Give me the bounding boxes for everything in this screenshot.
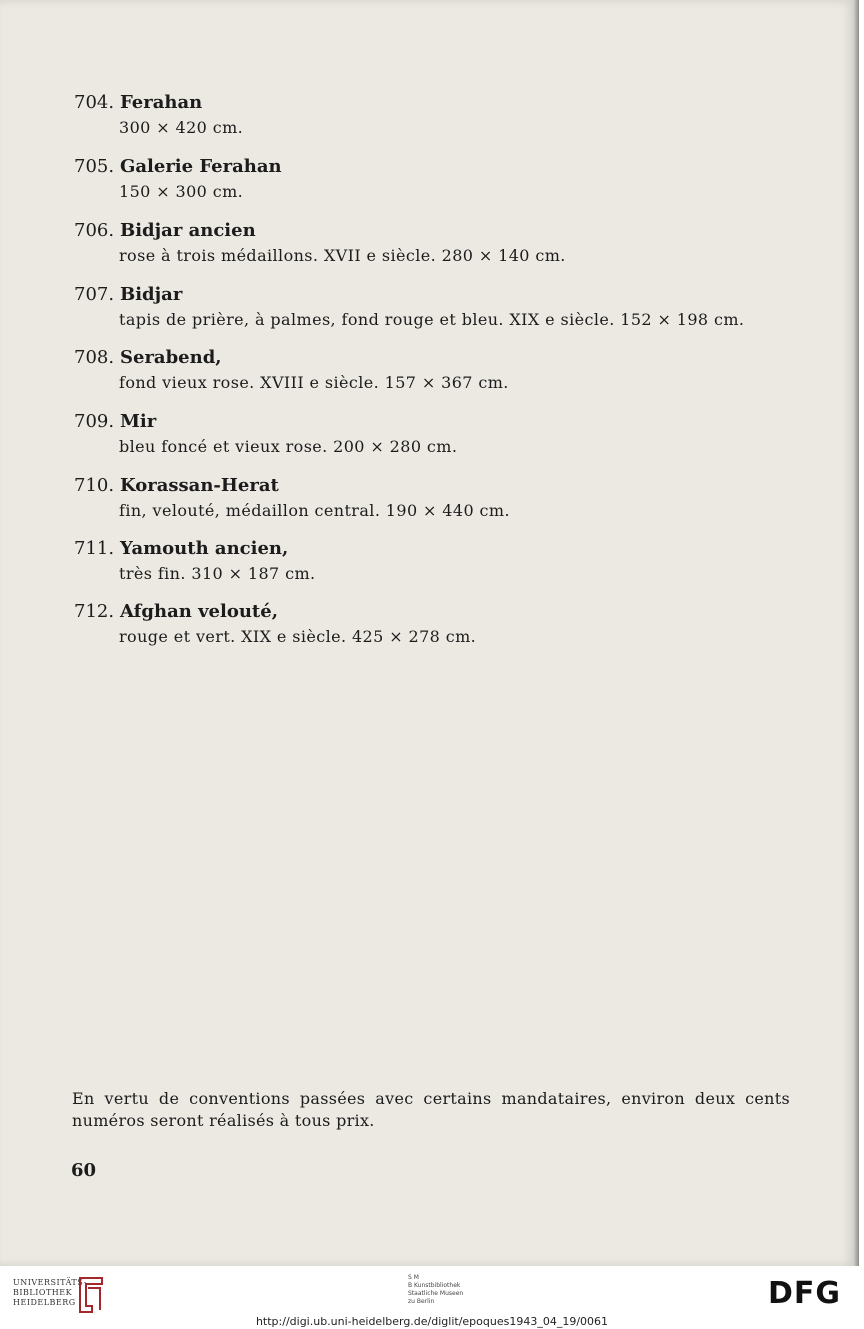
entry-title: Korassan-Herat [120,475,279,496]
entry-number: 710. [74,475,115,496]
entry-title: Yamouth ancien, [120,538,289,559]
smb-line: zu Berlin [408,1298,435,1305]
catalog-entry [0,156,856,216]
catalog-entry [0,601,856,661]
digitization-footer [0,1266,864,1329]
library-name-line: BIBLIOTHEK [13,1288,73,1297]
catalog-entry [0,92,856,152]
smb-kunstbibliothek-logo[interactable] [408,1274,463,1306]
smb-line: Staatliche Museen [408,1290,464,1297]
catalog-entry [0,284,856,344]
entry-title: Bidjar ancien [120,220,256,241]
entry-description: fond vieux rose. XVIII e siècle. 157 × 367 cm. [119,373,509,392]
catalog-entry [0,220,856,280]
catalog-entry [0,347,856,407]
sale-note: En vertu de conventions passées avec certains mandataires, environ deux cents numéros seront réalisés à tous prix. [72,1089,790,1130]
entry-description: fin, velouté, médaillon central. 190 × 440 cm. [119,501,510,520]
entry-number: 708. [74,347,115,368]
entry-number: 712. [74,601,115,622]
smb-line: S M [408,1274,419,1281]
entry-description: bleu foncé et vieux rose. 200 × 280 cm. [119,437,458,456]
entry-title: Ferahan [120,92,203,113]
entry-number: 707. [74,284,115,305]
permalink-url[interactable]: http://digi.ub.uni-heidelberg.de/diglit/epoques1943_04_19/0061 [255,1315,609,1328]
entry-title: Serabend, [120,347,222,368]
entry-description: très fin. 310 × 187 cm. [119,564,316,583]
entry-description: 150 × 300 cm. [119,182,244,201]
entry-number: 711. [74,538,115,559]
catalog-entry [0,475,856,535]
entry-description: tapis de prière, à palmes, fond rouge et bleu. XIX e siècle. 152 × 198 cm. [119,310,745,329]
page-number: 60 [71,1160,97,1181]
heidelberg-library-logo[interactable] [13,1278,87,1308]
entry-description: 300 × 420 cm. [119,118,244,137]
catalog-entry [0,411,856,471]
entry-title: Mir [120,411,157,432]
entry-number: 709. [74,411,115,432]
entry-title: Galerie Ferahan [120,156,282,177]
entry-description: rose à trois médaillons. XVII e siècle. 280 × 140 cm. [119,246,566,265]
catalog-entry [0,538,856,598]
page-edge-shadow [853,0,859,1266]
entry-title: Bidjar [120,284,183,305]
library-name-line: UNIVERSITÄTS- [13,1278,87,1287]
smb-line: B Kunstbibliothek [408,1282,461,1289]
dfg-logo[interactable]: DFG [768,1276,842,1311]
entry-title: Afghan velouté, [120,601,278,622]
entry-description: rouge et vert. XIX e siècle. 425 × 278 cm. [119,627,477,646]
entry-number: 704. [74,92,115,113]
entry-number: 706. [74,220,115,241]
entry-number: 705. [74,156,115,177]
heidelberg-logo-icon [78,1276,104,1314]
library-name-line: HEIDELBERG [13,1298,76,1307]
